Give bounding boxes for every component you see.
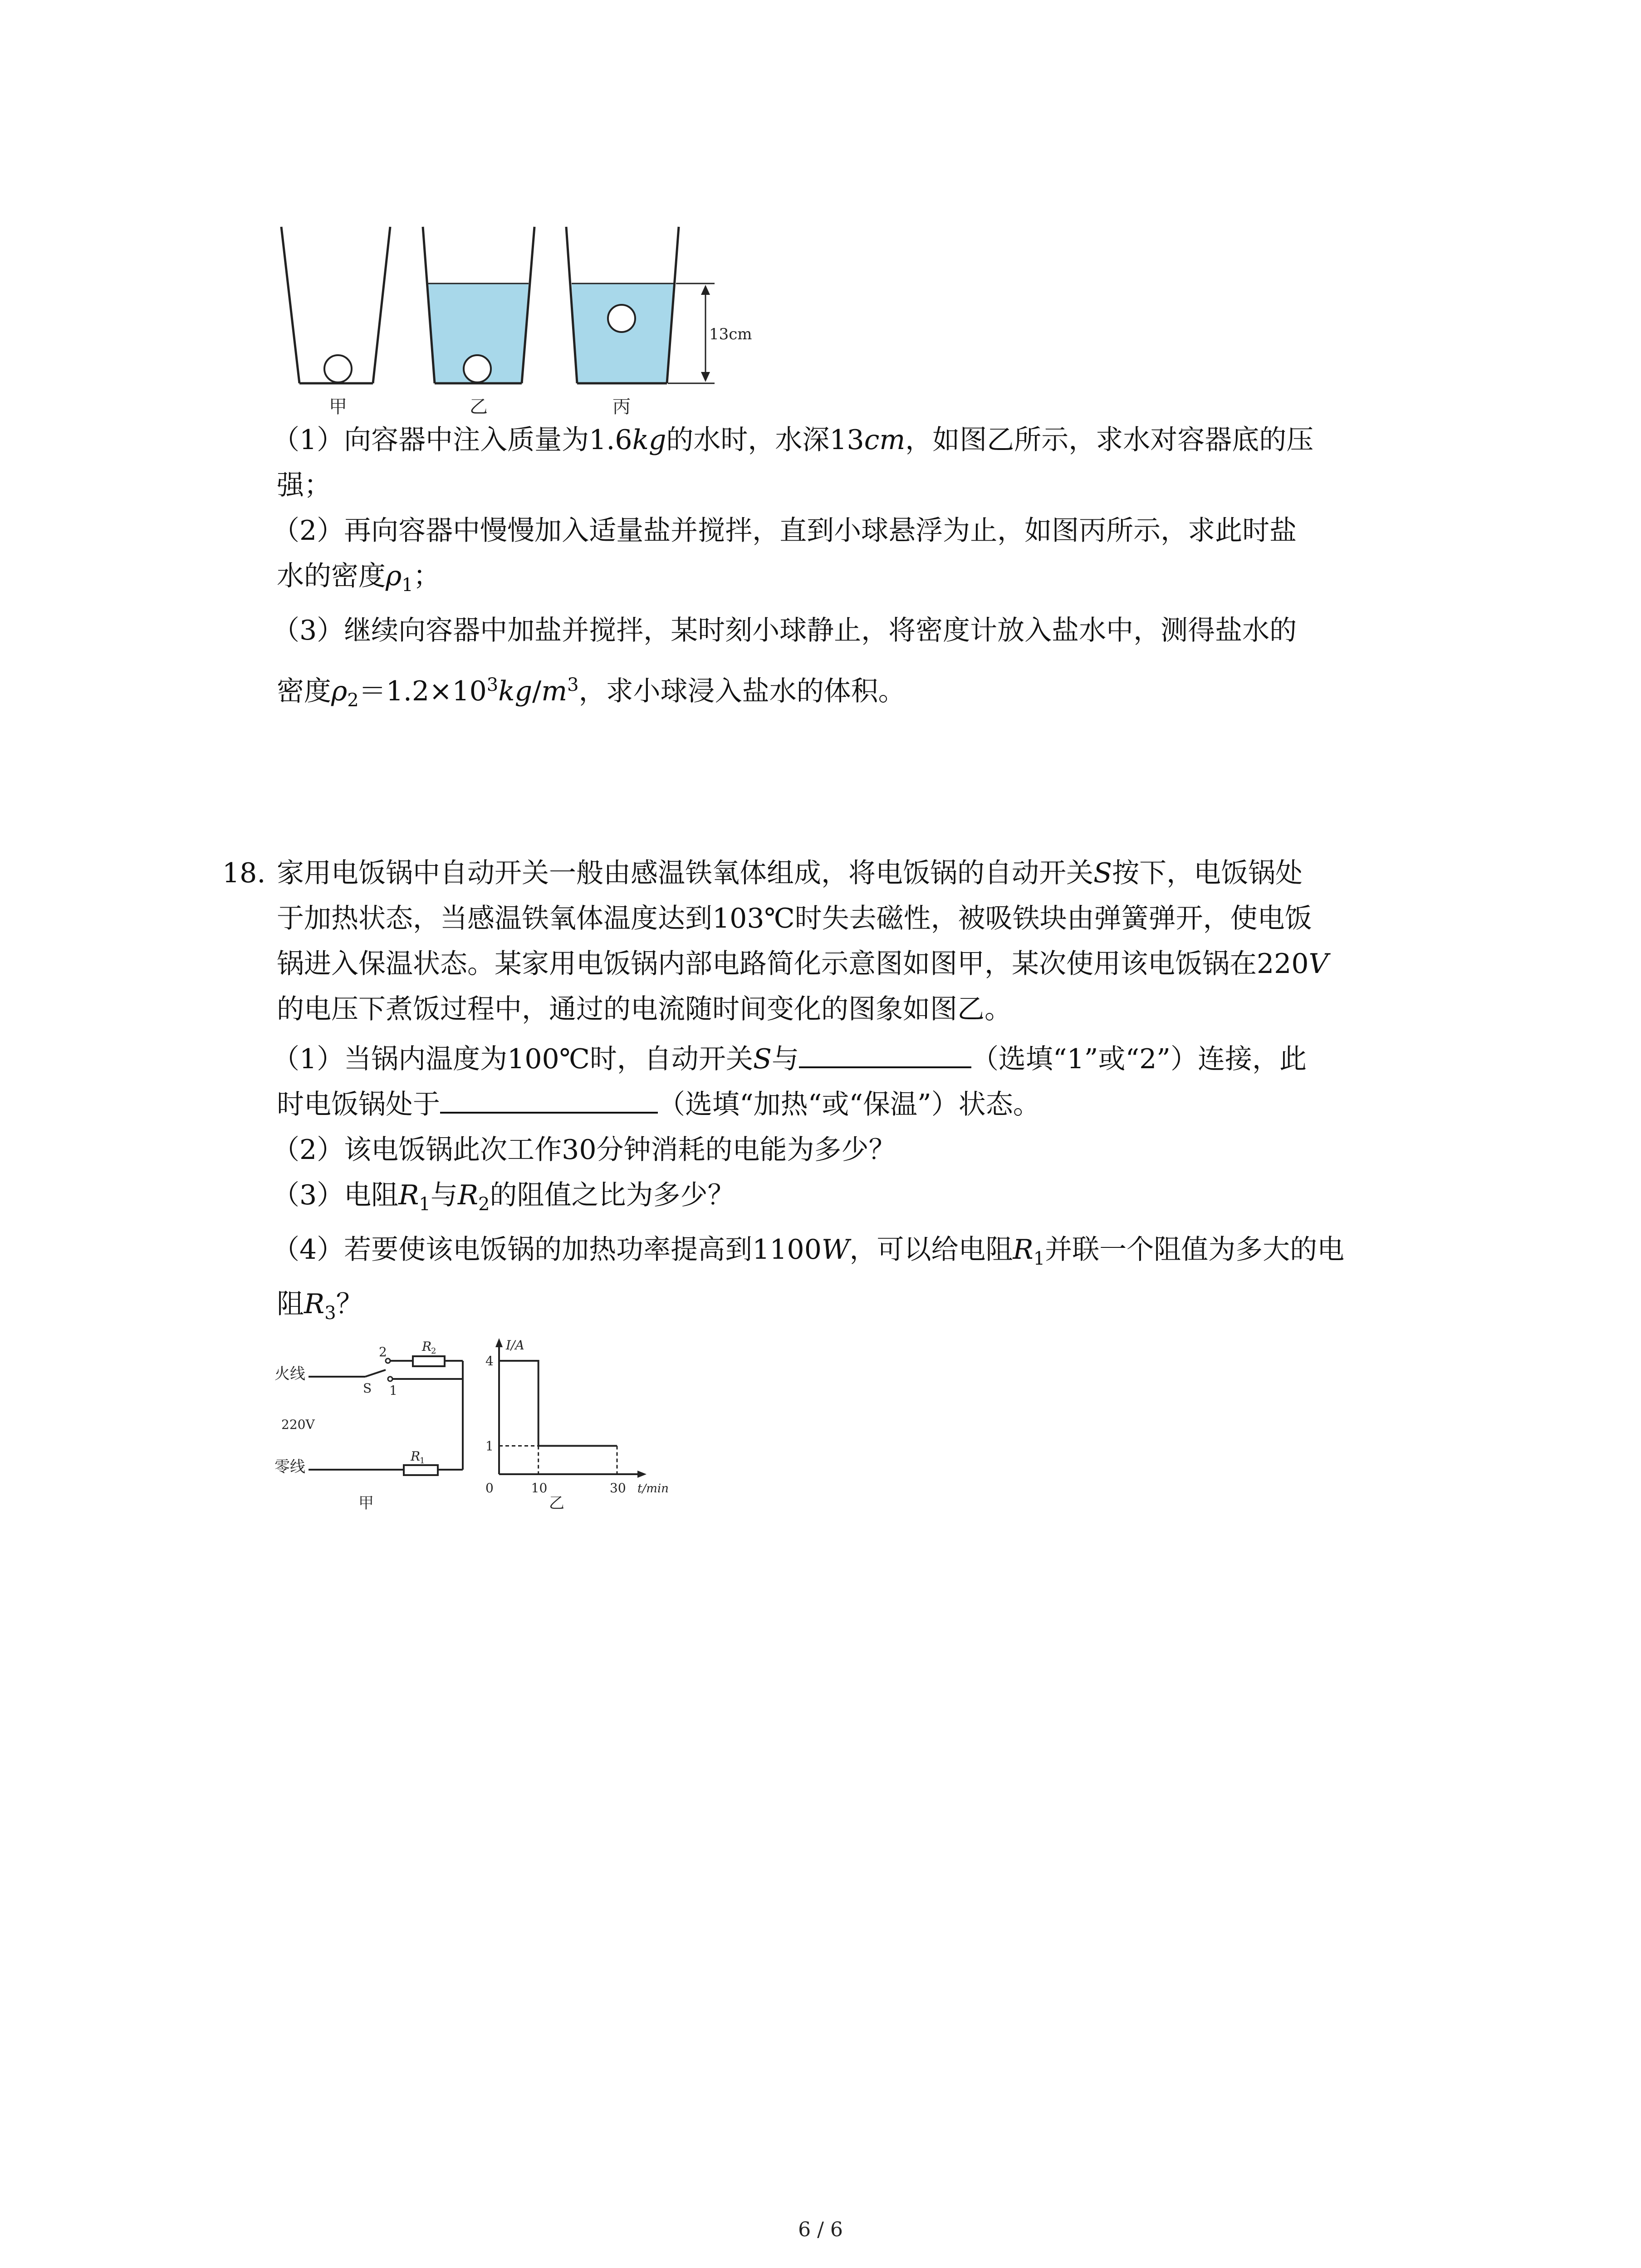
q17-part2-line2: 水的密度$\rho_1$；: [277, 560, 441, 596]
r1-label: R: [411, 1449, 421, 1464]
q17-part1-line1: （1）向容器中注入质量为1.6kg的水时，水深13cm，如图乙所示，求水对容器底的压: [272, 424, 1314, 456]
label-bing: 丙: [612, 396, 631, 417]
r1-sub: 1: [420, 1456, 425, 1466]
y-tick-label: 1: [485, 1438, 494, 1454]
contact-2-label: 2: [379, 1344, 387, 1359]
q17-part1-line2: 强；: [277, 469, 331, 501]
container-bing: [566, 227, 679, 383]
series-line: [499, 1361, 617, 1446]
x-axis-label: t/min: [637, 1482, 669, 1496]
container-figure: [254, 213, 798, 426]
q18-part1-line2: 时电饭锅处于 （选填“加热“或“保温”）状态。: [277, 1084, 1040, 1125]
x-axis-arrow: [637, 1471, 647, 1478]
ball-yi: [464, 355, 491, 382]
q17-part3-line1: （3）继续向容器中加盐并搅拌，某时刻小球静止，将密度计放入盐水中，测得盐水的: [272, 615, 1297, 646]
q18-intro-line4: 的电压下煮饭过程中，通过的电流随时间变化的图象如图乙。: [277, 993, 1012, 1025]
x-tick-label: 10: [531, 1481, 548, 1496]
q18-number: 18.: [222, 857, 266, 889]
q18-part1-line1: （1）当锅内温度为100℃时，自动开关S与 （选填“1”或“2”）连接，此: [272, 1039, 1307, 1080]
answer-blank-1[interactable]: [799, 1039, 971, 1068]
resistor-r2: [413, 1356, 445, 1366]
ball-jia: [324, 355, 352, 382]
neutral-wire-label: 零线: [274, 1458, 305, 1476]
q18-part4-line1: （4）若要使该电饭锅的加热功率提高到1100W，可以给电阻$R_1$并联一个阻值为多大的电: [272, 1234, 1345, 1269]
q18-part3: （3）电阻$R_1$与$R_2$的阻值之比为多少？: [272, 1179, 735, 1215]
y-axis-label: I/A: [506, 1338, 524, 1353]
y-tick-label: 4: [485, 1354, 494, 1369]
q17-part3-line2: 密度$\rho_2=1.2\times 10^3kg/m^3$，求小球浸入盐水的体积。: [277, 675, 906, 711]
r2-sub: 2: [431, 1346, 436, 1356]
depth-label: 13cm: [709, 325, 752, 343]
x-tick-label: 0: [485, 1481, 494, 1496]
live-wire-label: 火线: [274, 1365, 305, 1383]
switch-blade: [365, 1370, 386, 1377]
page-number: 6 / 6: [798, 2218, 843, 2241]
r2-label: R: [422, 1339, 432, 1354]
figure-jia-label: 甲: [358, 1494, 374, 1512]
q18-intro-line1: 家用电饭锅中自动开关一般由感温铁氧体组成，将电饭锅的自动开关S按下，电饭锅处: [277, 857, 1303, 889]
resistor-r1: [404, 1465, 438, 1475]
q18-part2: （2）该电饭锅此次工作30分钟消耗的电能为多少？: [272, 1134, 896, 1166]
ball-bing: [608, 305, 635, 332]
current-time-chart: [481, 1334, 671, 1515]
contact-1-label: 1: [389, 1383, 397, 1398]
label-jia: 甲: [329, 396, 347, 417]
q17-part2-line1: （2）再向容器中慢慢加入适量盐并搅拌，直到小球悬浮为止，如图丙所示，求此时盐: [272, 515, 1297, 547]
depth-dimension: [668, 284, 752, 383]
q18-intro-line2: 于加热状态，当感温铁氧体温度达到103℃时失去磁性，被吸铁块由弹簧弹开，使电饭: [277, 903, 1312, 934]
voltage-label: 220V: [281, 1417, 315, 1432]
container-jia: [281, 227, 390, 383]
x-tick-label: 30: [610, 1481, 626, 1496]
figure-yi-label: 乙: [549, 1494, 564, 1512]
y-axis-arrow: [495, 1338, 503, 1347]
answer-blank-2[interactable]: [440, 1085, 658, 1114]
container-yi: [423, 227, 534, 383]
q18-part4-line2: 阻$R_3$？: [277, 1288, 363, 1324]
q18-intro-line3: 锅进入保温状态。某家用电饭锅内部电路简化示意图如图甲，某次使用该电饭锅在220V: [277, 948, 1328, 980]
circuit-diagram: [272, 1334, 481, 1515]
switch-label: S: [363, 1381, 372, 1396]
label-yi: 乙: [470, 396, 488, 417]
